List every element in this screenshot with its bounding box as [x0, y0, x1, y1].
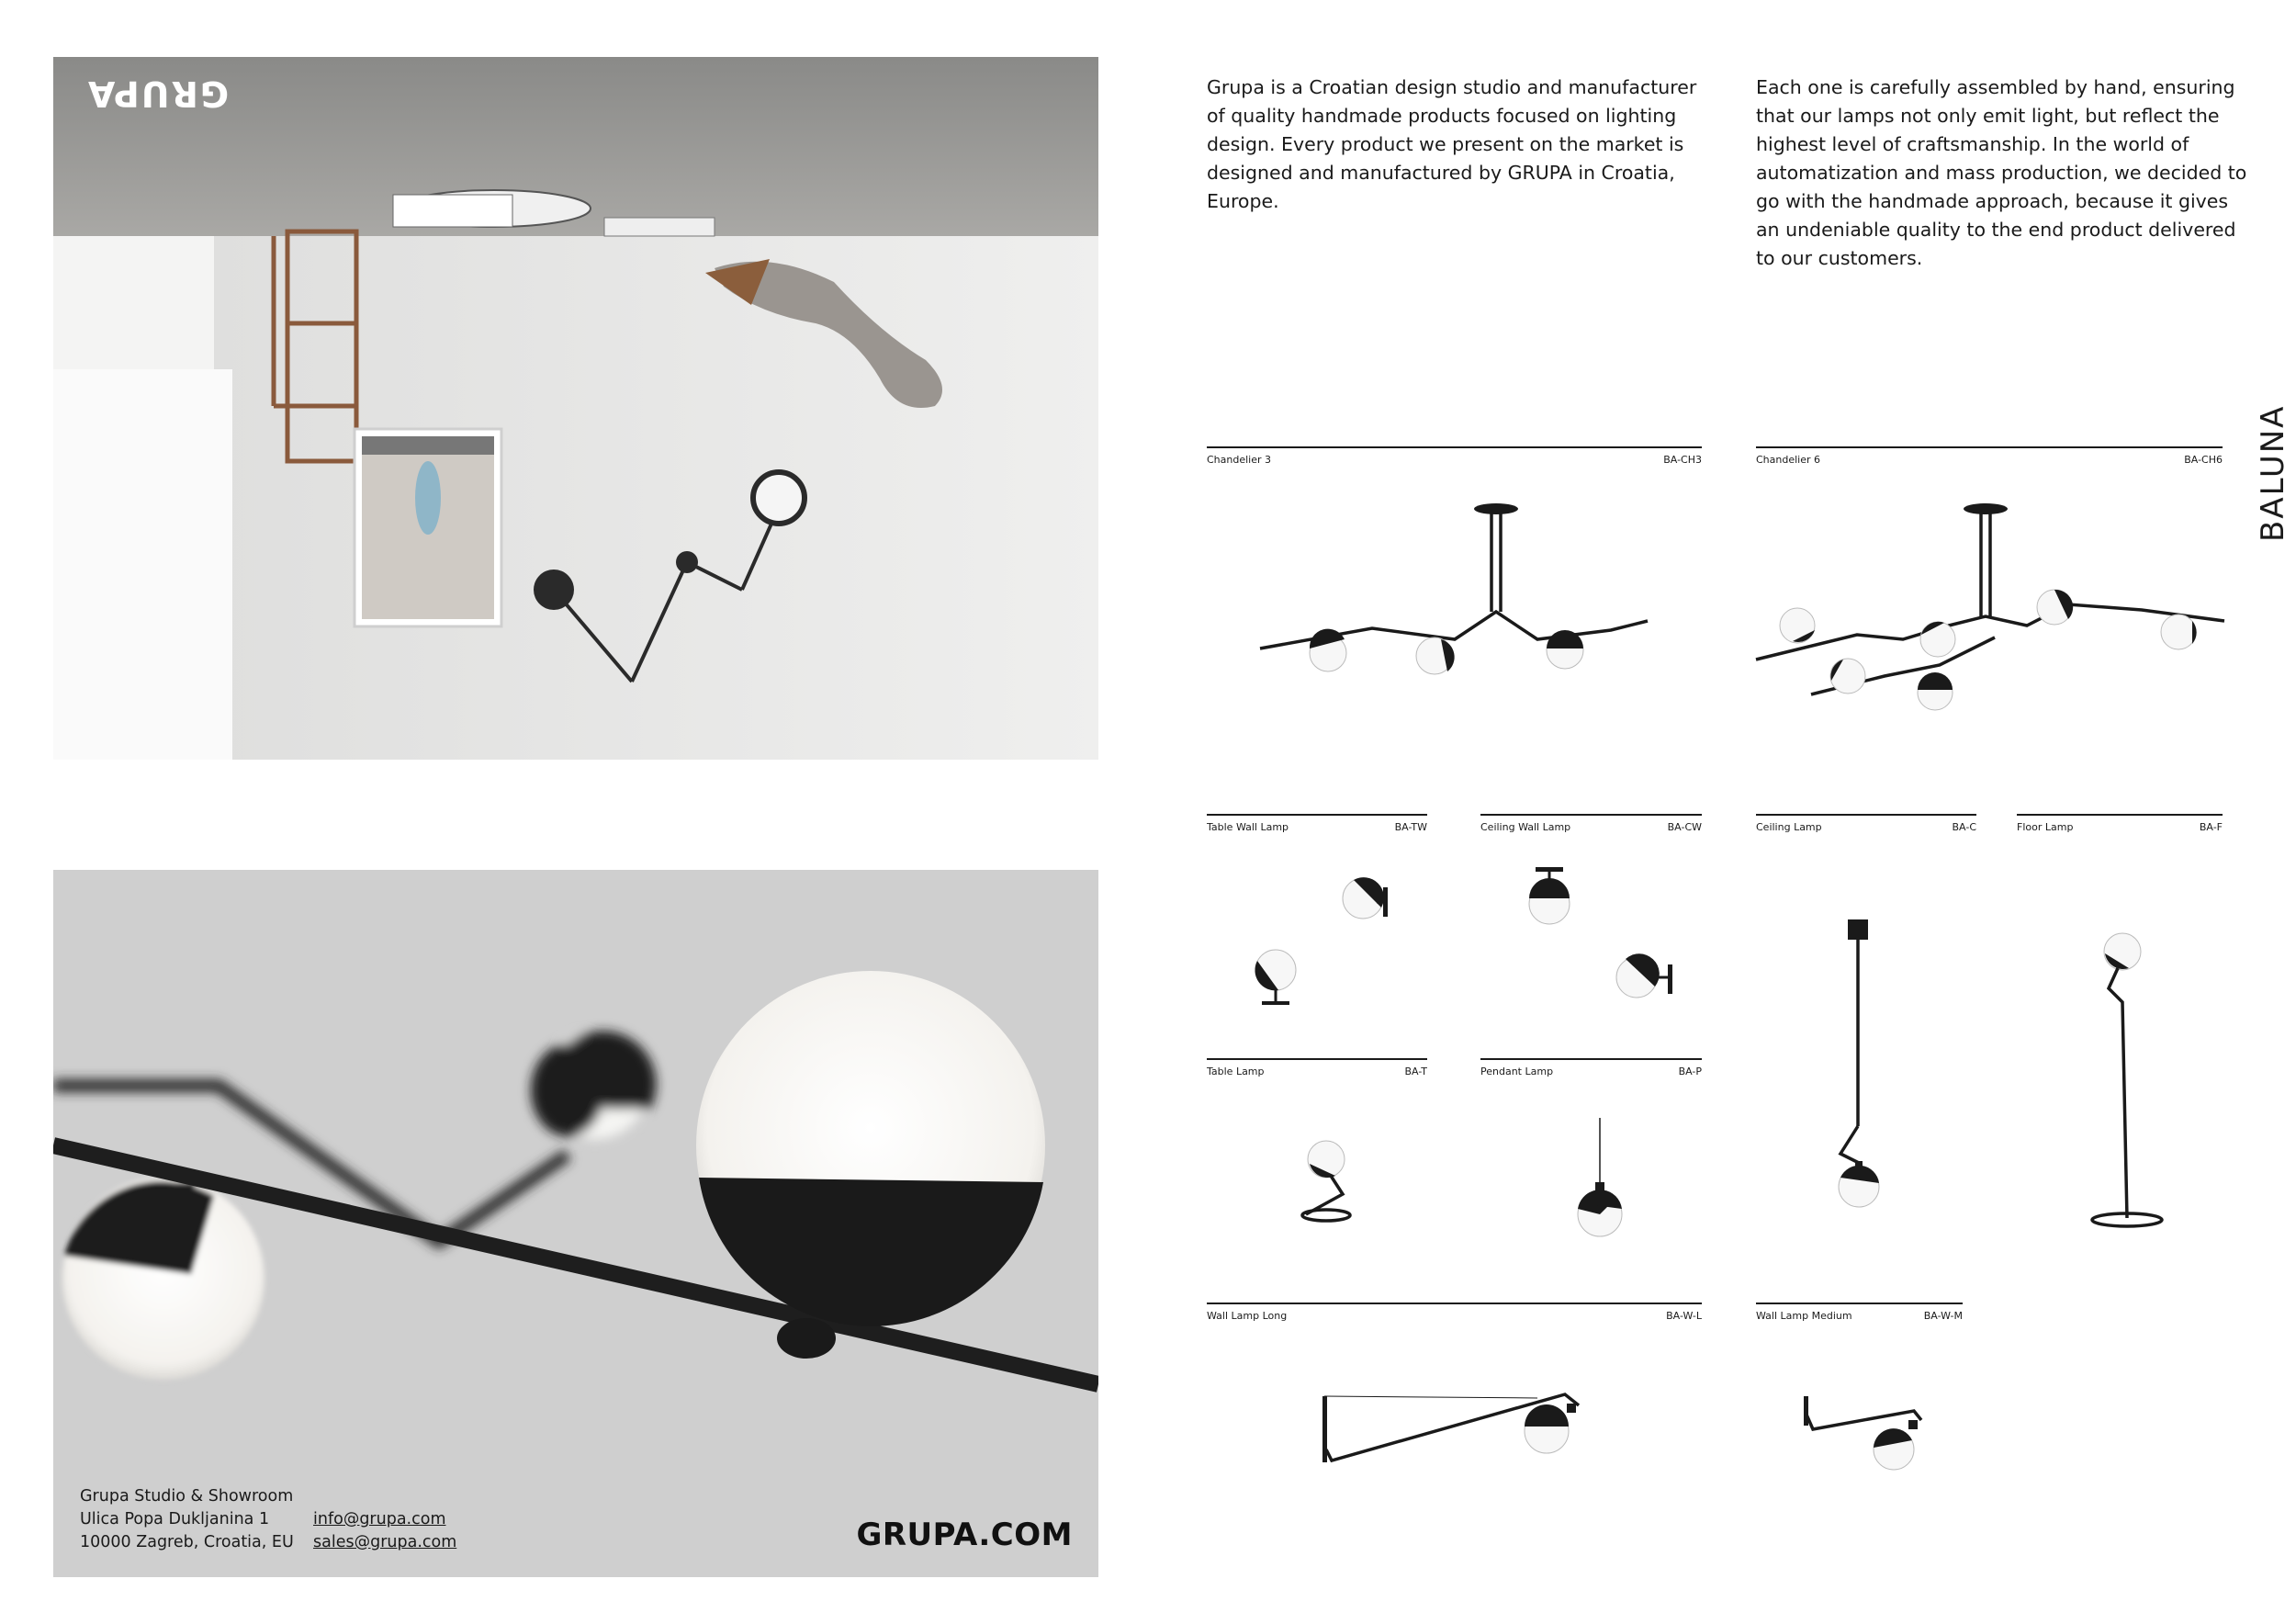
product-name: Ceiling Wall Lamp	[1480, 821, 1571, 833]
brand-logo-inverted: GRUPA	[86, 73, 230, 114]
product-chandelier-3	[1207, 446, 1702, 722]
product-divider	[1480, 1058, 1702, 1060]
pendant-lamp-drawing	[1480, 1095, 1702, 1279]
product-code: BA-W-L	[1666, 1310, 1702, 1322]
product-table-lamp	[1207, 1058, 1427, 1269]
product-closeup-photo	[53, 870, 1098, 1577]
chandelier-closeup-illustration	[53, 870, 1098, 1577]
intro-paragraph-1: Grupa is a Croatian design studio and manufacturer of quality handmade products focused on lighting design. Every product we present on the market is designed and manufactured by GRUPA in Croatia, Europe.	[1207, 76, 1697, 212]
product-code: BA-CH6	[2184, 454, 2223, 466]
chandelier-3-drawing	[1207, 502, 1702, 722]
product-divider	[1207, 1058, 1427, 1060]
product-name: Table Lamp	[1207, 1066, 1265, 1077]
product-code: BA-P	[1678, 1066, 1702, 1077]
product-code: BA-F	[2199, 821, 2223, 833]
product-ceiling-wall-lamp	[1480, 814, 1702, 1053]
product-chandelier-6	[1756, 446, 2223, 722]
product-code: BA-CW	[1667, 821, 1702, 833]
product-divider	[1756, 446, 2223, 448]
contact-emails	[313, 1508, 456, 1554]
collection-title: BALUNA	[2255, 404, 2291, 542]
product-divider	[1207, 446, 1702, 448]
email-sales-link[interactable]: sales@grupa.com	[313, 1533, 457, 1551]
product-name: Pendant Lamp	[1480, 1066, 1554, 1077]
interior-photo-illustration	[53, 57, 1098, 760]
product-code: BA-T	[1404, 1066, 1427, 1077]
interior-photo	[53, 57, 1098, 760]
product-divider	[2017, 814, 2223, 816]
product-divider	[1756, 814, 1976, 816]
table-lamp-drawing	[1207, 1095, 1427, 1279]
chandelier-6-drawing	[1756, 502, 2223, 722]
product-name: Floor Lamp	[2017, 821, 2074, 833]
product-divider	[1207, 1303, 1702, 1304]
product-divider	[1480, 814, 1702, 816]
product-name: Table Wall Lamp	[1207, 821, 1289, 833]
product-code: BA-TW	[1394, 821, 1427, 833]
wall-lamp-medium-drawing	[1756, 1339, 1963, 1523]
product-code: BA-W-M	[1923, 1310, 1963, 1322]
product-ceiling-lamp	[1756, 814, 1976, 1301]
product-divider	[1207, 814, 1427, 816]
studio-street: Ulica Popa Dukljanina 1	[80, 1510, 270, 1528]
table-wall-lamp-drawing	[1207, 851, 1427, 1053]
product-floor-lamp	[2017, 814, 2223, 1301]
product-wall-lamp-medium	[1756, 1303, 1963, 1514]
ceiling-wall-lamp-drawing	[1480, 851, 1702, 1053]
studio-name: Grupa Studio & Showroom	[80, 1487, 294, 1506]
product-table-wall-lamp	[1207, 814, 1427, 1053]
ceiling-lamp-drawing	[1756, 851, 1976, 1291]
intro-paragraph-2: Each one is carefully assembled by hand, ensuring that our lamps not only emit light, but reflect the highest level of craftsmanship. In the world of automatization and mass production, we decided to go with the handmade approach, because it gives an undeniable quality to the end product delivered to our customers.	[1756, 76, 2247, 269]
website-domain: GRUPA.COM	[856, 1517, 1073, 1553]
product-code: BA-CH3	[1663, 454, 1702, 466]
product-name: Ceiling Lamp	[1756, 821, 1822, 833]
floor-lamp-drawing	[2017, 851, 2223, 1291]
studio-city: 10000 Zagreb, Croatia, EU	[80, 1533, 294, 1551]
product-wall-lamp-long	[1207, 1303, 1702, 1514]
product-code: BA-C	[1952, 821, 1976, 833]
product-name: Chandelier 6	[1756, 454, 1821, 466]
wall-lamp-long-drawing	[1207, 1339, 1702, 1523]
studio-address	[80, 1485, 294, 1554]
product-pendant-lamp	[1480, 1058, 1702, 1269]
product-divider	[1756, 1303, 1963, 1304]
product-name: Wall Lamp Medium	[1756, 1310, 1852, 1322]
product-name: Wall Lamp Long	[1207, 1310, 1288, 1322]
email-info-link[interactable]: info@grupa.com	[313, 1510, 446, 1528]
product-name: Chandelier 3	[1207, 454, 1272, 466]
